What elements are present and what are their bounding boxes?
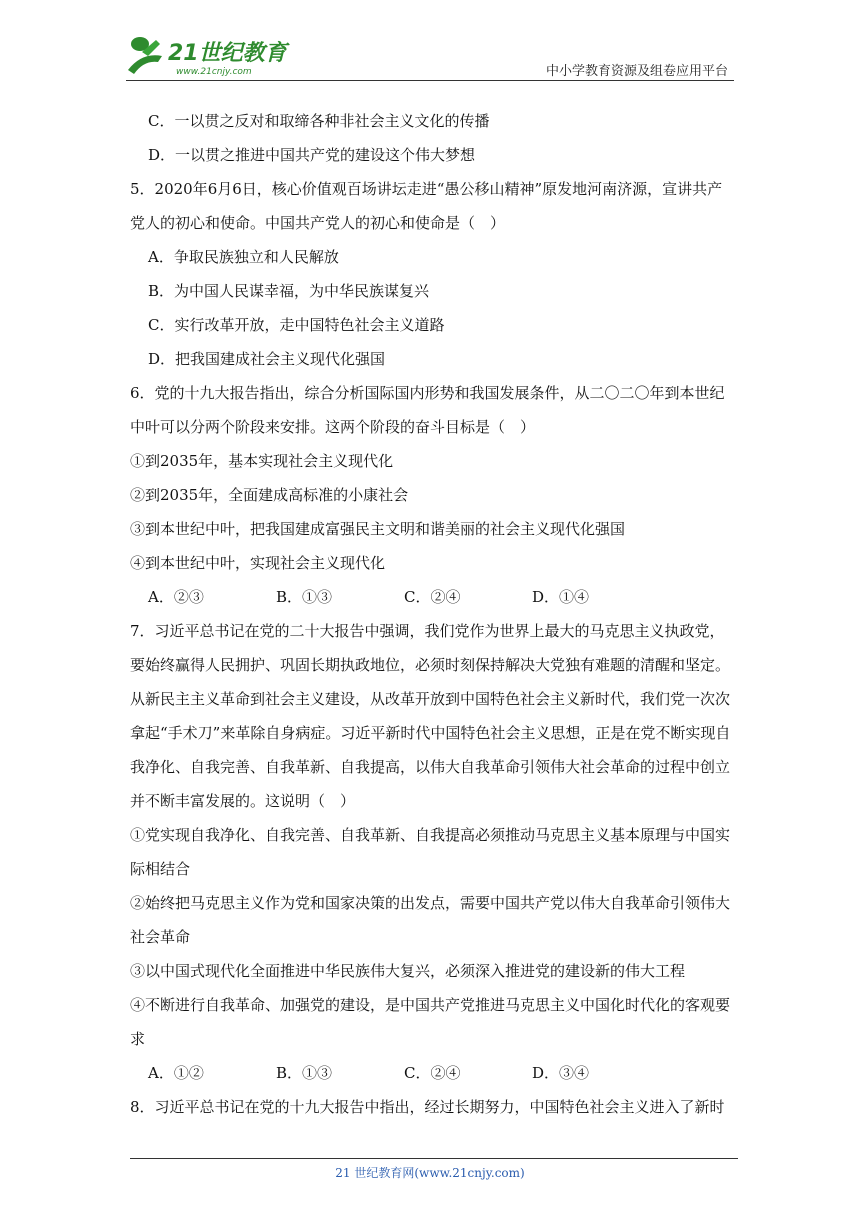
header-divider [126, 80, 734, 81]
question-6-stem: 中叶可以分两个阶段来安排。这两个阶段的奋斗目标是（ ） [130, 418, 536, 436]
statement-item: ④到本世纪中叶，实现社会主义现代化 [130, 554, 386, 572]
statement-item: ②始终把马克思主义作为党和国家决策的出发点，需要中国共产党以伟大自我革命引领伟大 [130, 894, 731, 912]
site-logo [122, 30, 292, 78]
question-6-options [130, 580, 730, 614]
option-text: C．一以贯之反对和取缔各种非社会主义文化的传播 [148, 112, 490, 130]
statement-item: 社会革命 [130, 928, 191, 946]
question-5-stem: 5．2020年6月6日，核心价值观百场讲坛走进“愚公移山精神”原发地河南济源，宣讲共产 [130, 180, 723, 198]
option-text: A．争取民族独立和人民解放 [148, 248, 339, 266]
option-a: A．①② [148, 1064, 204, 1082]
svg-text:21世纪教育: 21世纪教育 [168, 41, 287, 66]
statement-item: 求 [130, 1030, 146, 1048]
question-8-stem: 8．习近平总书记在党的十九大报告中指出，经过长期努力，中国特色社会主义进入了新时 [130, 1098, 725, 1116]
option-c: C．②④ [404, 588, 461, 606]
statement-item: ④不断进行自我革命、加强党的建设，是中国共产党推进马克思主义中国化时代化的客观要 [130, 996, 731, 1014]
option-d: D．①④ [532, 588, 590, 606]
question-7-stem: 我净化、自我完善、自我革新、自我提高，以伟大自我革命引领伟大社会革命的过程中创立 [130, 758, 731, 776]
statement-item: ①到2035年，基本实现社会主义现代化 [130, 452, 394, 470]
option-c: C．②④ [404, 1064, 461, 1082]
statement-item: ②到2035年，全面建成高标准的小康社会 [130, 486, 409, 504]
option-a: A．②③ [148, 588, 204, 606]
option-text: B．为中国人民谋幸福，为中华民族谋复兴 [148, 282, 430, 300]
document-body [130, 104, 730, 1124]
question-6-stem: 6．党的十九大报告指出，综合分析国际国内形势和我国发展条件，从二〇二〇年到本世纪 [130, 384, 725, 402]
page-header [0, 0, 860, 90]
question-7-stem: 7．习近平总书记在党的二十大报告中强调，我们党作为世界上最大的马克思主义执政党， [130, 622, 725, 640]
statement-item: ①党实现自我净化、自我完善、自我革新、自我提高必须推动马克思主义基本原理与中国实 [130, 826, 731, 844]
statement-item: 际相结合 [130, 860, 191, 878]
option-text: D．一以贯之推进中国共产党的建设这个伟大梦想 [148, 146, 476, 164]
question-7-stem: 要始终赢得人民拥护、巩固长期执政地位，必须时刻保持解决大党独有难题的清醒和坚定。 [130, 656, 731, 674]
question-7-stem: 并不断丰富发展的。这说明（ ） [130, 792, 356, 810]
question-7-stem: 从新民主主义革命到社会主义建设，从改革开放到中国特色社会主义新时代，我们党一次次 [130, 690, 731, 708]
footer-divider [130, 1158, 738, 1159]
option-b: B．①③ [276, 1064, 333, 1082]
platform-name: 中小学教育资源及组卷应用平台 [545, 64, 728, 79]
footer-link[interactable]: 21 世纪教育网(www.21cnjy.com) [335, 1166, 525, 1180]
question-5-stem: 党人的初心和使命。中国共产党人的初心和使命是（ ） [130, 214, 506, 232]
option-text: D．把我国建成社会主义现代化强国 [148, 350, 386, 368]
svg-text:www.21cnjy.com: www.21cnjy.com [176, 67, 252, 77]
statement-item: ③以中国式现代化全面推进中华民族伟大复兴，必须深入推进党的建设新的伟大工程 [130, 962, 686, 980]
option-d: D．③④ [532, 1064, 590, 1082]
option-b: B．①③ [276, 588, 333, 606]
statement-item: ③到本世纪中叶，把我国建成富强民主文明和谐美丽的社会主义现代化强国 [130, 520, 626, 538]
question-7-options [130, 1056, 730, 1090]
option-text: C．实行改革开放，走中国特色社会主义道路 [148, 316, 445, 334]
question-7-stem: 拿起“手术刀”来革除自身病症。习近平新时代中国特色社会主义思想，正是在党不断实现自 [130, 724, 731, 742]
